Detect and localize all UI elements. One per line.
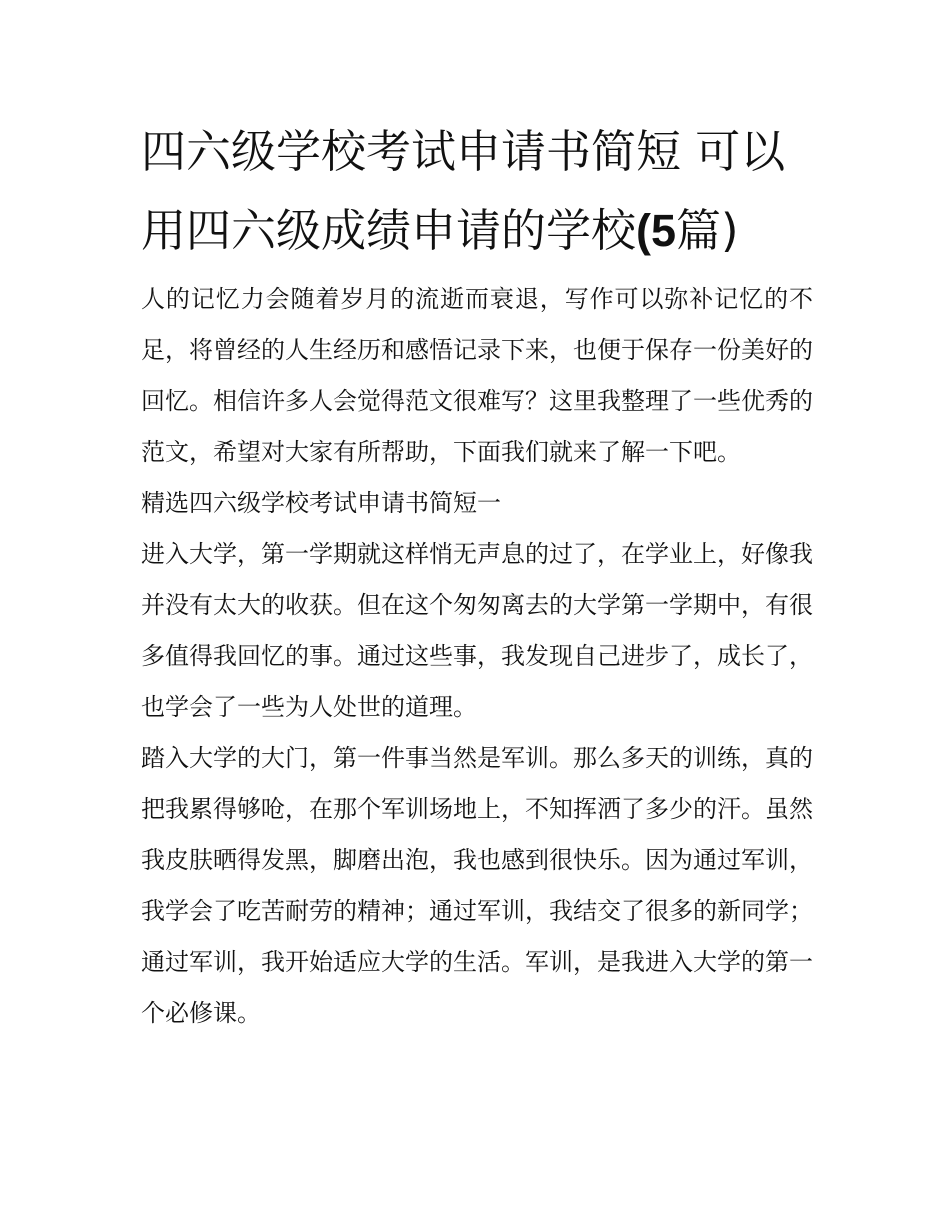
intro-paragraph: 人的记忆力会随着岁月的流逝而衰退，写作可以弥补记忆的不足，将曾经的人生经历和感悟记录下来，也便于保存一份美好的回忆。相信许多人会觉得范文很难写？这里我整理了一些优秀的范文，希望对大家有所帮助，下面我们就来了解一下吧。 [141,285,813,466]
document-content [141,112,813,1039]
title-main-text: 四六级学校考试申请书简短 可以用四六级成绩申请的学校 [141,125,786,257]
title-suffix-text: (5 [636,205,677,256]
section-heading: 精选四六级学校考试申请书简短一 [141,489,501,517]
title-end-text: 篇) [676,204,739,257]
document-title [141,112,813,270]
body-paragraph: 踏入大学的大门，第一件事当然是军训。那么多天的训练，真的把我累得够呛，在那个军训场地上，不知挥洒了多少的汗。虽然我皮肤晒得发黑，脚磨出泡，我也感到很快乐。因为通过军训，我学会了吃苦耐劳的精神；通过军训，我结交了很多的新同学；通过军训，我开始适应大学的生活。军训，是我进入大学的第一个必修课。 [141,744,813,1027]
body-paragraph: 进入大学，第一学期就这样悄无声息的过了，在学业上，好像我并没有太大的收获。但在这个匆匆离去的大学第一学期中，有很多值得我回忆的事。通过这些事，我发现自己进步了，成长了，也学会了一些为人处世的道理。 [141,540,813,721]
